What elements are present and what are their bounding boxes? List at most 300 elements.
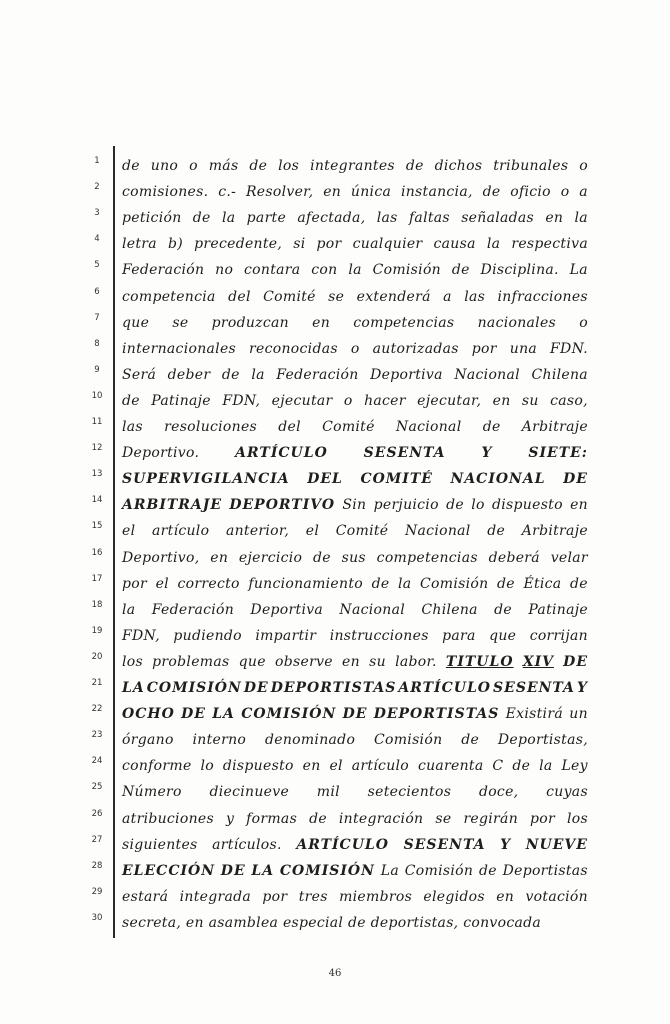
text-word: Sin [342, 497, 367, 514]
text-word: de [497, 575, 515, 592]
bold-heading-word: ARTÍCULO [398, 680, 491, 696]
line-number: 15 [91, 521, 103, 532]
text-line [122, 703, 588, 725]
text-word: Comité [263, 288, 316, 305]
text-word: su [369, 653, 386, 670]
text-line [122, 494, 588, 516]
text-word: Deportivo, [122, 549, 200, 566]
text-word: Nacional [404, 523, 471, 540]
text-word: atribuciones [122, 810, 214, 827]
text-word: los [566, 810, 588, 827]
bold-heading-word: DE [181, 706, 206, 723]
text-word: b) [168, 236, 184, 253]
text-word: La [569, 262, 588, 279]
text-word: especial [282, 914, 344, 931]
text-word: doce, [478, 784, 519, 801]
text-line [122, 338, 588, 360]
text-word: o [189, 158, 198, 174]
line-number: 30 [91, 912, 103, 923]
text-word: de [405, 158, 424, 174]
text-word: de [192, 210, 211, 227]
text-word: produzcan [211, 314, 289, 331]
text-word: la [539, 758, 553, 775]
bold-heading-word: SESENTA [493, 680, 575, 696]
text-word: Deportistas [502, 862, 588, 879]
text-word: dispuesto [222, 758, 294, 775]
text-word: en [496, 888, 515, 905]
text-word: un [569, 706, 588, 723]
text-word: FDN, [122, 627, 160, 644]
text-word: se [172, 314, 189, 331]
line-number: 16 [91, 547, 103, 558]
text-word: en [323, 184, 342, 201]
text-word: integrantes [310, 158, 395, 174]
text-word: estará [122, 888, 169, 905]
text-word: Patinaje [528, 601, 588, 618]
line-number: 5 [94, 260, 100, 271]
text-word: por [122, 575, 147, 592]
text-word: de [371, 575, 390, 592]
text-word: de [482, 419, 501, 435]
text-word: lo [200, 758, 214, 775]
line-number: 14 [91, 495, 103, 506]
text-word: Arbitraje [521, 523, 588, 540]
text-word: el [122, 523, 136, 540]
text-word: artículo [351, 758, 410, 775]
text-word: formas [246, 810, 298, 827]
text-word: la [122, 601, 136, 618]
text-line [122, 259, 588, 281]
text-word: reconocidas [249, 340, 338, 357]
text-word: letra [122, 236, 157, 253]
text-word: Nacional [395, 419, 462, 435]
text-line [122, 181, 588, 203]
bold-heading-word: COMITÉ [360, 471, 433, 488]
text-word: integrada [179, 888, 252, 905]
text-word: en [302, 758, 321, 775]
text-word: el [155, 575, 169, 592]
text-line [122, 860, 588, 882]
text-word: elegidos [423, 888, 485, 905]
text-word: competencias [376, 549, 478, 566]
text-word: ejecutar, [417, 392, 482, 409]
text-word: la [348, 262, 362, 279]
text-word: las [464, 288, 486, 305]
text-word: de [482, 184, 501, 201]
text-word: si [293, 236, 306, 253]
text-word: velar [550, 549, 588, 566]
text-word: artículo [152, 523, 210, 540]
text-word: Deportivo. [122, 445, 200, 462]
text-word: problemas [152, 653, 230, 670]
text-word: Comisión [404, 862, 474, 879]
text-word: Deportistas, [497, 732, 588, 749]
line-number: 17 [91, 573, 103, 584]
text-line [122, 599, 588, 621]
bold-heading-word: SESENTA [363, 445, 446, 462]
text-word: Federación [276, 366, 359, 383]
line-number: 21 [91, 678, 103, 688]
text-word: en [342, 653, 360, 670]
line-number: 8 [94, 338, 100, 349]
bold-heading-word: COMISIÓN [241, 706, 337, 723]
text-word: Federación [151, 601, 235, 618]
line-number: 4 [94, 234, 100, 245]
text-word: afectada, [297, 210, 366, 227]
page-number: 46 [328, 968, 342, 979]
bold-heading-word: DEPORTIVO [229, 497, 336, 514]
bold-heading-word: TITULO [445, 653, 514, 670]
line-number: 28 [91, 860, 103, 871]
bold-heading-word: DE [342, 706, 368, 723]
text-word: Patinaje [151, 392, 211, 409]
text-word: FDN, [222, 392, 261, 409]
text-line [122, 520, 588, 542]
line-number: 29 [91, 886, 103, 897]
text-word: impartir [255, 627, 317, 644]
text-line [122, 468, 588, 490]
text-word: Comisión [420, 575, 489, 592]
text-word: Arbitraje [521, 419, 588, 435]
text-word: o [579, 158, 588, 174]
bold-heading-word: ELECCIÓN [122, 862, 216, 879]
line-number: 10 [91, 390, 103, 401]
text-word: de [122, 392, 140, 409]
text-word: se [435, 810, 452, 827]
text-word: resoluciones [164, 419, 258, 435]
text-word: o [560, 184, 570, 201]
text-word: secreta, [122, 914, 182, 931]
text-word: Nacional [339, 601, 406, 618]
bold-heading-word: SIETE: [528, 445, 588, 462]
text-line [122, 912, 588, 934]
text-line [122, 808, 588, 830]
text-word: causa [433, 236, 476, 253]
text-word: diecinueve [209, 784, 290, 801]
text-word: internacionales [122, 340, 237, 357]
text-word: integración [338, 810, 424, 827]
text-word: se [328, 288, 345, 305]
bold-heading-word: SUPERVIGILANCIA [122, 471, 290, 488]
text-word: Ética [523, 575, 562, 592]
text-word: Comisión [372, 262, 441, 279]
line-number: 9 [94, 364, 100, 375]
text-word: no [215, 262, 234, 279]
text-word: artículos. [212, 836, 282, 853]
text-word: dispuesto [492, 497, 563, 514]
bold-heading-word: DE [563, 653, 588, 670]
text-line [122, 364, 588, 386]
text-word: de [461, 732, 480, 749]
text-line [122, 547, 588, 569]
text-word: asamblea [208, 914, 279, 931]
text-word: más [208, 158, 239, 174]
text-word: los [278, 158, 300, 174]
text-word: pudiendo [173, 627, 242, 644]
text-line [122, 651, 588, 673]
text-line [122, 155, 588, 177]
line-number: 20 [91, 651, 103, 662]
bold-heading-word: DEPORTISTAS [373, 706, 500, 723]
text-word: o [579, 314, 588, 331]
text-word: las [376, 210, 398, 227]
text-word: Número [122, 784, 182, 801]
text-word: caso, [550, 392, 588, 409]
text-word: en [545, 210, 564, 227]
text-word: del [278, 419, 301, 435]
text-word: el [329, 758, 343, 775]
text-word: órgano [122, 732, 174, 749]
text-word: tribunales [493, 158, 569, 174]
text-word: de [487, 523, 506, 540]
bold-heading-word: SESENTA [403, 836, 486, 853]
bold-heading-word: DEL [307, 471, 343, 488]
bold-heading-word: LA [212, 706, 235, 723]
bold-heading-word: DE [220, 862, 246, 879]
text-word: cuarenta [417, 758, 484, 775]
line-number: 19 [91, 625, 103, 636]
text-word: votación [525, 888, 588, 905]
bold-heading-word: ARTÍCULO [296, 836, 389, 853]
text-word: Nacional [454, 366, 520, 383]
text-word: de [313, 549, 331, 566]
line-number: 27 [91, 834, 103, 845]
text-line [122, 886, 588, 908]
text-word: y [225, 810, 235, 827]
text-word: comisiones. [122, 184, 209, 201]
text-word: mil [316, 784, 340, 801]
text-word: Deportiva [370, 366, 443, 383]
text-word: de [512, 758, 531, 775]
text-word: competencia [122, 288, 216, 305]
line-number: 1 [94, 156, 100, 166]
text-word: única [350, 184, 392, 201]
text-line [122, 781, 588, 803]
bold-heading-word: LA [122, 680, 145, 696]
bold-heading-word: NACIONAL [450, 471, 546, 488]
text-word: de [309, 810, 327, 827]
text-word: en [570, 497, 588, 514]
text-word: por [471, 340, 497, 357]
text-word: instrucciones [329, 627, 429, 644]
text-word: faltas [408, 210, 450, 227]
text-word: con [311, 262, 338, 279]
text-line [122, 729, 588, 751]
text-word: Comité [322, 419, 375, 435]
text-word: parte [246, 210, 287, 227]
text-word: a [579, 184, 588, 201]
text-word: interno [192, 732, 247, 749]
line-number: 7 [94, 312, 100, 323]
text-word: ejecutar [271, 392, 333, 409]
text-word: siguientes [122, 836, 198, 853]
line-number: 12 [91, 443, 103, 454]
bold-heading-word: Y [481, 445, 493, 462]
text-word: petición [122, 210, 182, 227]
text-word: la [486, 236, 501, 253]
margin-rule [113, 146, 115, 938]
text-word: para [442, 627, 476, 644]
text-line [122, 442, 588, 464]
bold-heading-word: COMISIÓN [279, 862, 375, 879]
text-line [122, 677, 588, 699]
text-word: oficio [510, 184, 551, 201]
text-word: de [451, 262, 470, 279]
line-number: 11 [91, 417, 103, 427]
bold-heading-word: DEPORTISTAS [270, 680, 397, 696]
text-line [122, 625, 588, 647]
text-word: en [185, 914, 204, 931]
text-word: el [305, 523, 320, 540]
text-line [122, 573, 588, 595]
text-word: corrijan [529, 627, 588, 644]
bold-heading-word: Y [500, 836, 512, 853]
text-word: la [221, 210, 236, 227]
line-number: 18 [91, 599, 103, 610]
text-word: Deportiva [250, 601, 324, 618]
line-number: 6 [94, 286, 100, 297]
text-word: deberá [488, 549, 540, 566]
line-number: 13 [91, 469, 103, 480]
text-word: de [347, 914, 366, 931]
text-word: observe [275, 653, 333, 670]
text-word: precedente, [194, 236, 283, 253]
text-word: o [343, 392, 353, 409]
text-word: en [210, 549, 229, 566]
text-word: setecientos [367, 784, 452, 801]
text-word: lo [471, 497, 485, 514]
line-number: 3 [94, 208, 100, 219]
text-word: o [350, 340, 360, 357]
line-number: 25 [91, 782, 103, 793]
bold-heading-word: ARTÍCULO [235, 445, 328, 462]
text-word: correcto [177, 575, 240, 592]
text-word: infracciones [497, 288, 588, 305]
text-line [122, 312, 588, 334]
text-word: conforme [122, 758, 192, 775]
text-word: regirán [463, 810, 519, 827]
text-word: que [238, 653, 266, 670]
text-word: Chilena [421, 601, 478, 618]
text-word: la [251, 366, 265, 383]
text-word: las [122, 419, 143, 435]
text-word: señaladas [461, 210, 535, 227]
text-line [122, 390, 588, 412]
text-word: nacionales [477, 314, 557, 331]
text-word: Comisión [373, 732, 443, 749]
line-number: 2 [94, 182, 100, 193]
line-number: 23 [91, 730, 103, 741]
text-word: de [221, 366, 240, 383]
text-word: Existirá [505, 706, 563, 723]
text-word: en [492, 392, 511, 409]
text-word: Federación [122, 262, 205, 279]
text-line [122, 416, 588, 438]
text-word: Chilena [531, 366, 588, 383]
text-word: de [122, 158, 140, 174]
text-word: instancia, [400, 184, 473, 201]
text-word: a [443, 288, 452, 305]
text-word: denominado [264, 732, 356, 749]
text-word: sus [341, 549, 366, 566]
line-number: 24 [91, 756, 103, 767]
bold-heading-word: LA [251, 862, 275, 879]
bold-heading-word: COMISIÓN [146, 680, 242, 696]
text-word: Resolver, [245, 184, 314, 201]
line-number: 26 [91, 808, 103, 819]
text-word: su [521, 392, 539, 409]
bold-heading-word: XIV [522, 653, 554, 670]
text-word: de [446, 497, 464, 514]
text-word: de [570, 575, 588, 592]
text-word: la [398, 575, 412, 592]
text-word: uno [150, 158, 179, 174]
text-word: por [316, 236, 342, 253]
text-word: Será [122, 366, 157, 383]
text-line [122, 834, 588, 856]
bold-heading-word: NUEVE [525, 836, 588, 853]
text-word: anterior, [225, 523, 290, 540]
text-word: de [478, 862, 497, 879]
text-word: cualquier [352, 236, 423, 253]
text-word: por [262, 888, 288, 905]
text-word: contara [244, 262, 301, 279]
bold-heading-word: DE [563, 471, 588, 488]
text-word: Comité [335, 523, 389, 540]
text-line [122, 233, 588, 255]
text-word: por [530, 810, 555, 827]
text-word: deportistas, [370, 914, 459, 931]
text-word: c.- [218, 184, 237, 201]
text-word: La [380, 862, 399, 879]
text-word: FDN. [550, 340, 588, 357]
text-word: perjuicio [373, 497, 439, 514]
text-line [122, 286, 588, 308]
text-word: C [492, 758, 504, 775]
bold-heading-word: OCHO [122, 706, 175, 723]
text-word: convocada [463, 914, 542, 931]
text-word: respectiva [511, 236, 588, 253]
text-word: extenderá [356, 288, 431, 305]
text-word: cuyas [546, 784, 588, 801]
bold-heading-word: DE [243, 680, 269, 696]
text-word: labor. [395, 653, 437, 670]
line-number: 22 [91, 704, 103, 715]
text-word: Disciplina. [480, 262, 559, 279]
text-word: ejercicio [238, 549, 303, 566]
text-word: de [494, 601, 512, 618]
text-line [122, 755, 588, 777]
text-word: de [249, 158, 268, 174]
bold-heading-word: ARBITRAJE [122, 497, 223, 514]
text-word: que [489, 627, 517, 644]
text-word: la [574, 210, 588, 227]
text-word: miembros [339, 888, 413, 905]
text-word: dichos [434, 158, 483, 174]
bold-heading-word: Y [576, 680, 588, 696]
text-word: en [312, 314, 331, 331]
text-line [122, 207, 588, 229]
text-word: tres [298, 888, 328, 905]
text-word: los [122, 653, 143, 670]
text-word: hacer [364, 392, 406, 409]
text-word: del [228, 288, 251, 305]
text-word: una [509, 340, 538, 357]
text-word: Ley [561, 758, 588, 775]
text-word: competencias [353, 314, 455, 331]
text-word: deber [167, 366, 211, 383]
text-word: autorizadas [372, 340, 459, 357]
